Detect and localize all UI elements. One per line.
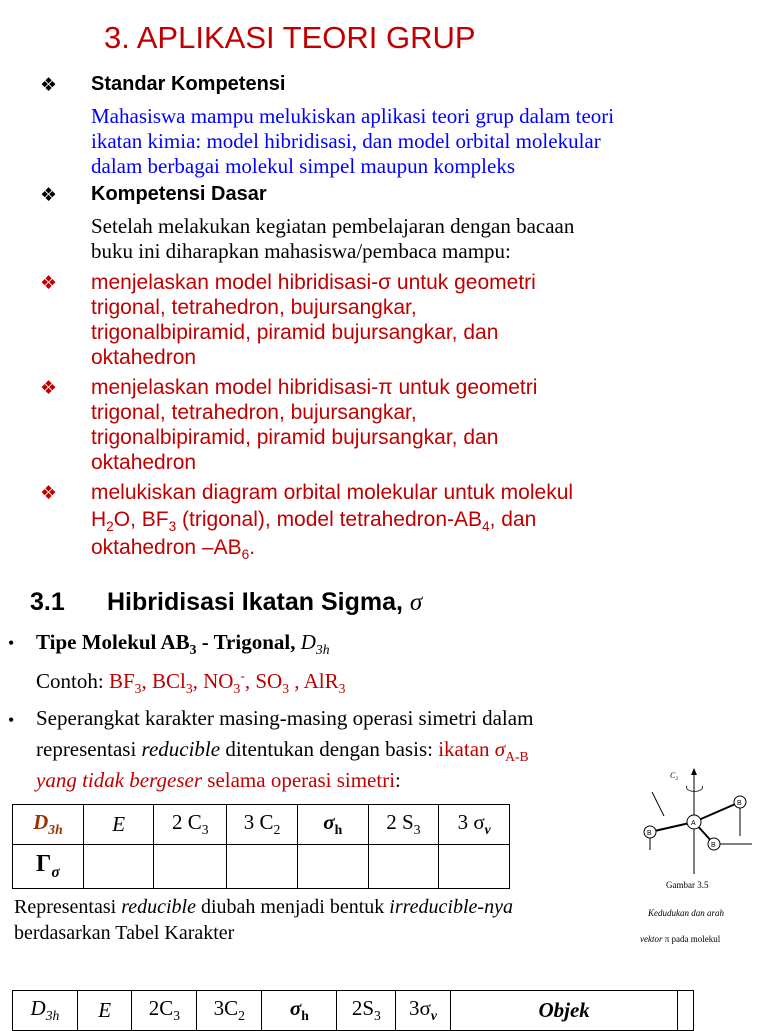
table-cell: 3 $C_2$ <box>227 805 298 845</box>
dasar-line-1: Setelah melakukan kegiatan pembelajaran dengan bacaan <box>91 214 575 238</box>
para-line-3: yang tidak bergeser selama operasi simetri: <box>36 768 401 792</box>
table-row <box>13 991 694 1031</box>
diamond-bullet-icon: ❖ <box>40 377 58 399</box>
table-cell <box>368 845 439 889</box>
atom-b-label: B <box>647 830 652 837</box>
sigma-item-line-2: trigonal, tetrahedron, bujursangkar, <box>91 296 417 319</box>
pi-item-line-2: trigonal, tetrahedron, bujursangkar, <box>91 401 417 424</box>
table-cell <box>227 845 298 889</box>
character-table-2 <box>12 990 694 1031</box>
dasar-heading: Kompetensi Dasar <box>91 183 267 205</box>
pi-item-line-4: oktahedron <box>91 451 197 474</box>
figure-caption-2: Kedudukan dan arah <box>648 908 724 918</box>
diamond-bullet-icon: ❖ <box>40 184 58 206</box>
dot-bullet-icon: • <box>8 633 15 653</box>
dasar-line-2: buku ini diharapkan mahasiswa/pembaca mampu: <box>91 239 511 263</box>
mo-item-line-3: oktahedron $-AB_6$. <box>91 536 256 563</box>
table-cell: $3\sigma_v$ <box>396 991 451 1031</box>
pi-item-line-3: trigonalbipiramid, piramid bujursangkar, dan <box>91 426 499 449</box>
table-cell: 3 $\sigma_v$ <box>439 805 510 845</box>
diamond-bullet-icon: ❖ <box>40 482 58 504</box>
table-cell: $D_{3h}$ <box>13 991 78 1031</box>
mo-item-line-2: $H_2O$, $BF_3$ (trigonal), model tetrahedron-$AB_4$, dan <box>91 508 537 535</box>
table-cell: E <box>83 805 154 845</box>
table-cell: $D_{3h}$ <box>13 805 84 845</box>
table-cell: $\sigma_h$ <box>297 805 368 845</box>
diamond-bullet-icon: ❖ <box>40 272 58 294</box>
molecule-figure <box>630 762 768 880</box>
para-line-1: Seperangkat karakter masing-masing operasi simetri dalam <box>36 706 534 730</box>
standar-line-2: ikatan kimia: model hibridisasi, dan model orbital molekular <box>91 129 601 153</box>
table-cell <box>154 845 227 889</box>
axis-label: $C_3$ <box>670 771 678 782</box>
para-line-2: representasi reducible ditentukan dengan basis: ikatan $\sigma_{A-B}$ <box>36 737 529 765</box>
standar-line-1: Mahasiswa mampu melukiskan aplikasi teori grup dalam teori <box>91 104 615 128</box>
table-row <box>13 845 510 889</box>
table-cell: $3C_2$ <box>197 991 262 1031</box>
mo-item-line-1: melukiskan diagram orbital molekular untuk molekul <box>91 481 574 504</box>
page-title: 3. APLIKASI TEORI GRUP <box>104 20 476 55</box>
table-cell: 2 $S_3$ <box>368 805 439 845</box>
table-cell <box>83 845 154 889</box>
table-cell <box>297 845 368 889</box>
standar-line-3: dalam berbagai molekul simpel maupun kompleks <box>91 154 515 178</box>
section-number: 3.1 <box>30 588 65 616</box>
table-cell: Objek <box>450 991 678 1031</box>
atom-b-label: B <box>711 842 716 849</box>
sigma-item-line-1: menjelaskan model hibridisasi-σ untuk geometri <box>91 271 536 294</box>
table-cell <box>678 991 694 1031</box>
table-cell: E <box>77 991 132 1031</box>
section-title: Hibridisasi Ikatan Sigma, σ <box>107 588 423 616</box>
table-cell: $2C_3$ <box>132 991 197 1031</box>
pi-item-line-1: menjelaskan model hibridisasi-π untuk geometri <box>91 376 538 399</box>
character-table-1 <box>12 804 510 889</box>
diamond-bullet-icon: ❖ <box>40 74 58 96</box>
atom-b-label: B <box>737 800 742 807</box>
figure-caption-1: Gambar 3.5 <box>666 880 709 890</box>
table-cell: 2 $C_3$ <box>154 805 227 845</box>
table-cell: $2S_3$ <box>337 991 396 1031</box>
repr-line-2: berdasarkan Tabel Karakter <box>14 922 235 944</box>
table-cell: $\Gamma_\sigma$ <box>13 845 84 889</box>
sigma-item-line-4: oktahedron <box>91 346 197 369</box>
table-row <box>13 805 510 845</box>
atom-a-label: A <box>691 820 696 827</box>
figure-caption-3: vektor π pada molekul <box>640 934 721 944</box>
sigma-item-line-3: trigonalbipiramid, piramid bujursangkar, dan <box>91 321 499 344</box>
dot-bullet-icon: • <box>8 710 15 730</box>
table-cell: $\sigma_h$ <box>262 991 337 1031</box>
standar-heading: Standar Kompetensi <box>91 73 286 95</box>
contoh-line: Contoh: $BF_3$, BCl$_3$, $NO_3^-$, $SO_3$ , AlR$_3$ <box>36 668 346 697</box>
tipe-molekul: Tipe Molekul $AB_3$ - Trigonal, $D_{3h}$ <box>36 630 330 658</box>
table-cell <box>439 845 510 889</box>
repr-line-1: Representasi reducible diubah menjadi bentuk irreducible-nya <box>14 896 513 918</box>
